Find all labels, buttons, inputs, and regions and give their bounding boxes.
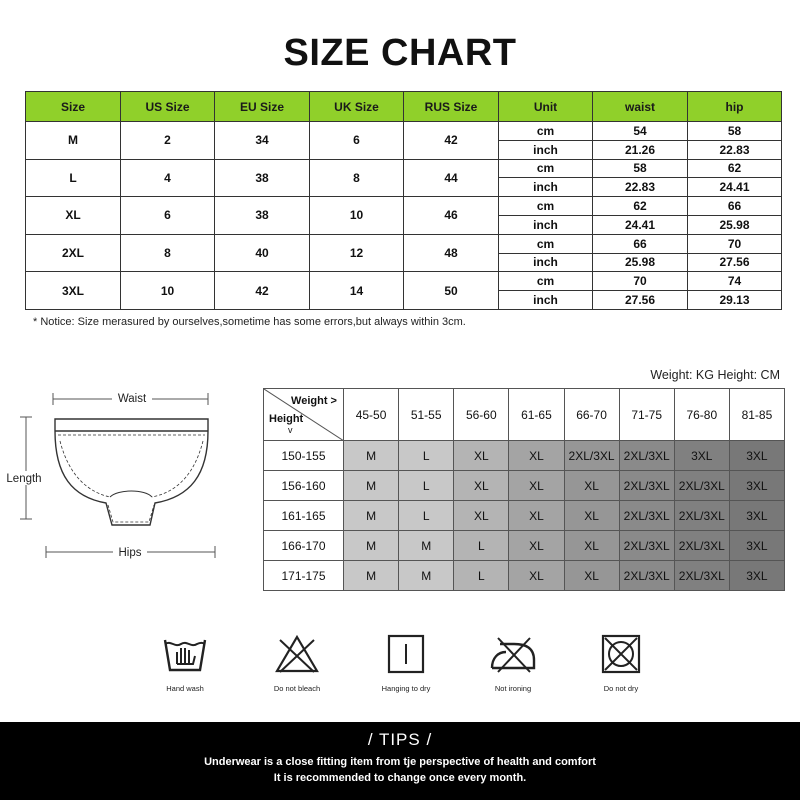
- measure-cell: 21.26: [593, 140, 688, 159]
- size-cell-us: 10: [121, 272, 215, 310]
- hips-label: Hips: [118, 547, 142, 559]
- size-cell-size: 2XL: [26, 234, 121, 272]
- unit-cell: inch: [499, 178, 593, 197]
- size-cell-us: 8: [121, 234, 215, 272]
- size-cell-uk: 14: [310, 272, 404, 310]
- tips-banner: [0, 722, 800, 800]
- size-cell-us: 6: [121, 197, 215, 235]
- size-cell-size: M: [26, 122, 121, 160]
- size-recommendation-cell: L: [399, 501, 454, 531]
- measure-cell: 66: [593, 234, 688, 253]
- notice-text: * Notice: Size merasured by ourselves,sometime has some errors,but always within 3cm.: [33, 316, 466, 328]
- measure-cell: 66: [688, 197, 782, 216]
- size-recommendation-cell: M: [344, 501, 399, 531]
- size-recommendation-cell: M: [344, 531, 399, 561]
- size-recommendation-cell: XL: [509, 471, 564, 501]
- size-recommendation-cell: L: [454, 561, 509, 591]
- size-recommendation-cell: XL: [564, 561, 619, 591]
- weight-header-cell: 51-55: [399, 389, 454, 441]
- corner-height-label: Height: [269, 413, 304, 425]
- size-recommendation-cell: M: [344, 441, 399, 471]
- height-arrow-label: v: [288, 425, 293, 435]
- height-cell: 171-175: [264, 561, 344, 591]
- size-recommendation-cell: 2XL/3XL: [619, 501, 674, 531]
- unit-cell: inch: [499, 291, 593, 310]
- size-recommendation-cell: 2XL/3XL: [619, 441, 674, 471]
- weight-header-cell: 66-70: [564, 389, 619, 441]
- size-recommendation-cell: M: [344, 471, 399, 501]
- size-recommendation-cell: L: [399, 471, 454, 501]
- header-us-size: US Size: [121, 92, 215, 122]
- measure-cell: 29.13: [688, 291, 782, 310]
- height-row: [264, 471, 785, 501]
- do-not-tumble-dry-icon: [598, 634, 644, 674]
- height-row: [264, 441, 785, 471]
- header-eu-size: EU Size: [215, 92, 310, 122]
- measure-cell: 62: [688, 159, 782, 178]
- measure-cell: 74: [688, 272, 782, 291]
- weight-header-cell: 61-65: [509, 389, 564, 441]
- height-cell: 150-155: [264, 441, 344, 471]
- size-cell-uk: 6: [310, 122, 404, 160]
- waist-label: Waist: [117, 393, 147, 405]
- measure-cell: 70: [593, 272, 688, 291]
- size-cell-rus: 42: [404, 122, 499, 160]
- size-recommendation-cell: L: [454, 531, 509, 561]
- size-cell-rus: 44: [404, 159, 499, 197]
- measure-cell: 62: [593, 197, 688, 216]
- care-label: Do not bleach: [273, 684, 321, 693]
- header-waist: waist: [593, 92, 688, 122]
- size-recommendation-cell: 3XL: [729, 561, 784, 591]
- size-recommendation-cell: 2XL/3XL: [674, 561, 729, 591]
- measure-cell: 58: [593, 159, 688, 178]
- size-cell-eu: 38: [215, 197, 310, 235]
- size-cell-us: 4: [121, 159, 215, 197]
- size-table: [25, 91, 782, 310]
- size-recommendation-cell: XL: [564, 471, 619, 501]
- weight-header-cell: 45-50: [344, 389, 399, 441]
- size-cell-eu: 34: [215, 122, 310, 160]
- height-cell: 156-160: [264, 471, 344, 501]
- size-recommendation-cell: 3XL: [729, 471, 784, 501]
- brief-outline-icon: [55, 419, 208, 525]
- size-cell-rus: 50: [404, 272, 499, 310]
- size-cell-uk: 10: [310, 197, 404, 235]
- size-recommendation-cell: XL: [509, 531, 564, 561]
- hand-wash-icon: [162, 634, 208, 674]
- size-recommendation-cell: M: [344, 561, 399, 591]
- care-do-not-iron: [468, 634, 558, 693]
- size-cell-uk: 12: [310, 234, 404, 272]
- measure-cell: 70: [688, 234, 782, 253]
- measure-cell: 22.83: [593, 178, 688, 197]
- height-row: [264, 501, 785, 531]
- measure-cell: 24.41: [593, 215, 688, 234]
- size-row: [26, 234, 782, 253]
- corner-weight-label: Weight >: [291, 395, 337, 407]
- care-do-not-tumble-dry: [576, 634, 666, 693]
- header-size: Size: [26, 92, 121, 122]
- size-recommendation-cell: M: [399, 531, 454, 561]
- underwear-diagram: [0, 385, 250, 570]
- care-hang-to-dry: [361, 634, 451, 693]
- measure-cell: 25.98: [688, 215, 782, 234]
- size-recommendation-cell: M: [399, 561, 454, 591]
- size-cell-eu: 38: [215, 159, 310, 197]
- measure-cell: 27.56: [688, 253, 782, 272]
- size-cell-rus: 48: [404, 234, 499, 272]
- header-uk-size: UK Size: [310, 92, 404, 122]
- do-not-iron-icon: [488, 634, 538, 674]
- size-recommendation-cell: XL: [564, 501, 619, 531]
- size-recommendation-cell: 3XL: [729, 501, 784, 531]
- unit-cell: inch: [499, 253, 593, 272]
- unit-note: Weight: KG Height: CM: [650, 368, 780, 382]
- unit-cell: cm: [499, 122, 593, 141]
- size-recommendation-cell: XL: [564, 531, 619, 561]
- size-recommendation-cell: XL: [509, 501, 564, 531]
- measure-cell: 58: [688, 122, 782, 141]
- size-recommendation-cell: 3XL: [729, 531, 784, 561]
- size-recommendation-cell: 2XL/3XL: [674, 531, 729, 561]
- size-recommendation-cell: XL: [454, 441, 509, 471]
- unit-cell: cm: [499, 234, 593, 253]
- size-cell-rus: 46: [404, 197, 499, 235]
- weight-height-table: [263, 388, 785, 591]
- unit-cell: cm: [499, 197, 593, 216]
- size-recommendation-cell: 2XL/3XL: [564, 441, 619, 471]
- size-row: [26, 122, 782, 141]
- size-recommendation-cell: XL: [454, 501, 509, 531]
- tips-title: / TIPS /: [367, 730, 433, 749]
- care-label: Not ironing: [494, 684, 532, 693]
- size-recommendation-cell: 2XL/3XL: [619, 531, 674, 561]
- size-cell-eu: 40: [215, 234, 310, 272]
- unit-cell: inch: [499, 215, 593, 234]
- care-do-not-bleach: [252, 634, 342, 693]
- header-hip: hip: [688, 92, 782, 122]
- header-rus-size: RUS Size: [404, 92, 499, 122]
- size-row: [26, 197, 782, 216]
- size-table-header-row: [26, 92, 782, 122]
- weight-header-cell: 71-75: [619, 389, 674, 441]
- measure-cell: 54: [593, 122, 688, 141]
- size-cell-size: L: [26, 159, 121, 197]
- size-row: [26, 272, 782, 291]
- weight-header-row: [264, 389, 785, 441]
- height-row: [264, 531, 785, 561]
- size-recommendation-cell: 2XL/3XL: [674, 471, 729, 501]
- header-unit: Unit: [499, 92, 593, 122]
- size-recommendation-cell: 3XL: [674, 441, 729, 471]
- size-cell-size: 3XL: [26, 272, 121, 310]
- size-recommendation-cell: XL: [454, 471, 509, 501]
- tips-line-2: It is recommended to change once every month.: [273, 772, 527, 784]
- measure-cell: 27.56: [593, 291, 688, 310]
- height-cell: 161-165: [264, 501, 344, 531]
- care-label: Hand wash: [166, 684, 204, 693]
- height-cell: 166-170: [264, 531, 344, 561]
- height-row: [264, 561, 785, 591]
- page-title: SIZE CHART: [283, 32, 517, 74]
- corner-cell: [264, 389, 344, 441]
- weight-header-cell: 56-60: [454, 389, 509, 441]
- length-measure-line: [20, 417, 32, 519]
- size-recommendation-cell: 2XL/3XL: [619, 471, 674, 501]
- weight-header-cell: 76-80: [674, 389, 729, 441]
- length-label: Length: [6, 473, 42, 485]
- measure-cell: 22.83: [688, 140, 782, 159]
- size-recommendation-cell: 3XL: [729, 441, 784, 471]
- size-recommendation-cell: L: [399, 441, 454, 471]
- measure-cell: 25.98: [593, 253, 688, 272]
- care-label: Do not dry: [603, 684, 639, 693]
- size-cell-size: XL: [26, 197, 121, 235]
- hang-to-dry-icon: [383, 634, 429, 674]
- size-cell-eu: 42: [215, 272, 310, 310]
- care-hand-wash: [140, 634, 230, 693]
- unit-cell: inch: [499, 140, 593, 159]
- tips-line-1: Underwear is a close fitting item from tje perspective of health and comfort: [204, 756, 596, 768]
- care-label: Hanging to dry: [381, 684, 431, 693]
- size-cell-us: 2: [121, 122, 215, 160]
- size-recommendation-cell: XL: [509, 561, 564, 591]
- size-row: [26, 159, 782, 178]
- measure-cell: 24.41: [688, 178, 782, 197]
- size-recommendation-cell: XL: [509, 441, 564, 471]
- size-cell-uk: 8: [310, 159, 404, 197]
- unit-cell: cm: [499, 272, 593, 291]
- size-recommendation-cell: 2XL/3XL: [674, 501, 729, 531]
- do-not-bleach-icon: [274, 634, 320, 674]
- size-recommendation-cell: 2XL/3XL: [619, 561, 674, 591]
- weight-header-cell: 81-85: [729, 389, 784, 441]
- unit-cell: cm: [499, 159, 593, 178]
